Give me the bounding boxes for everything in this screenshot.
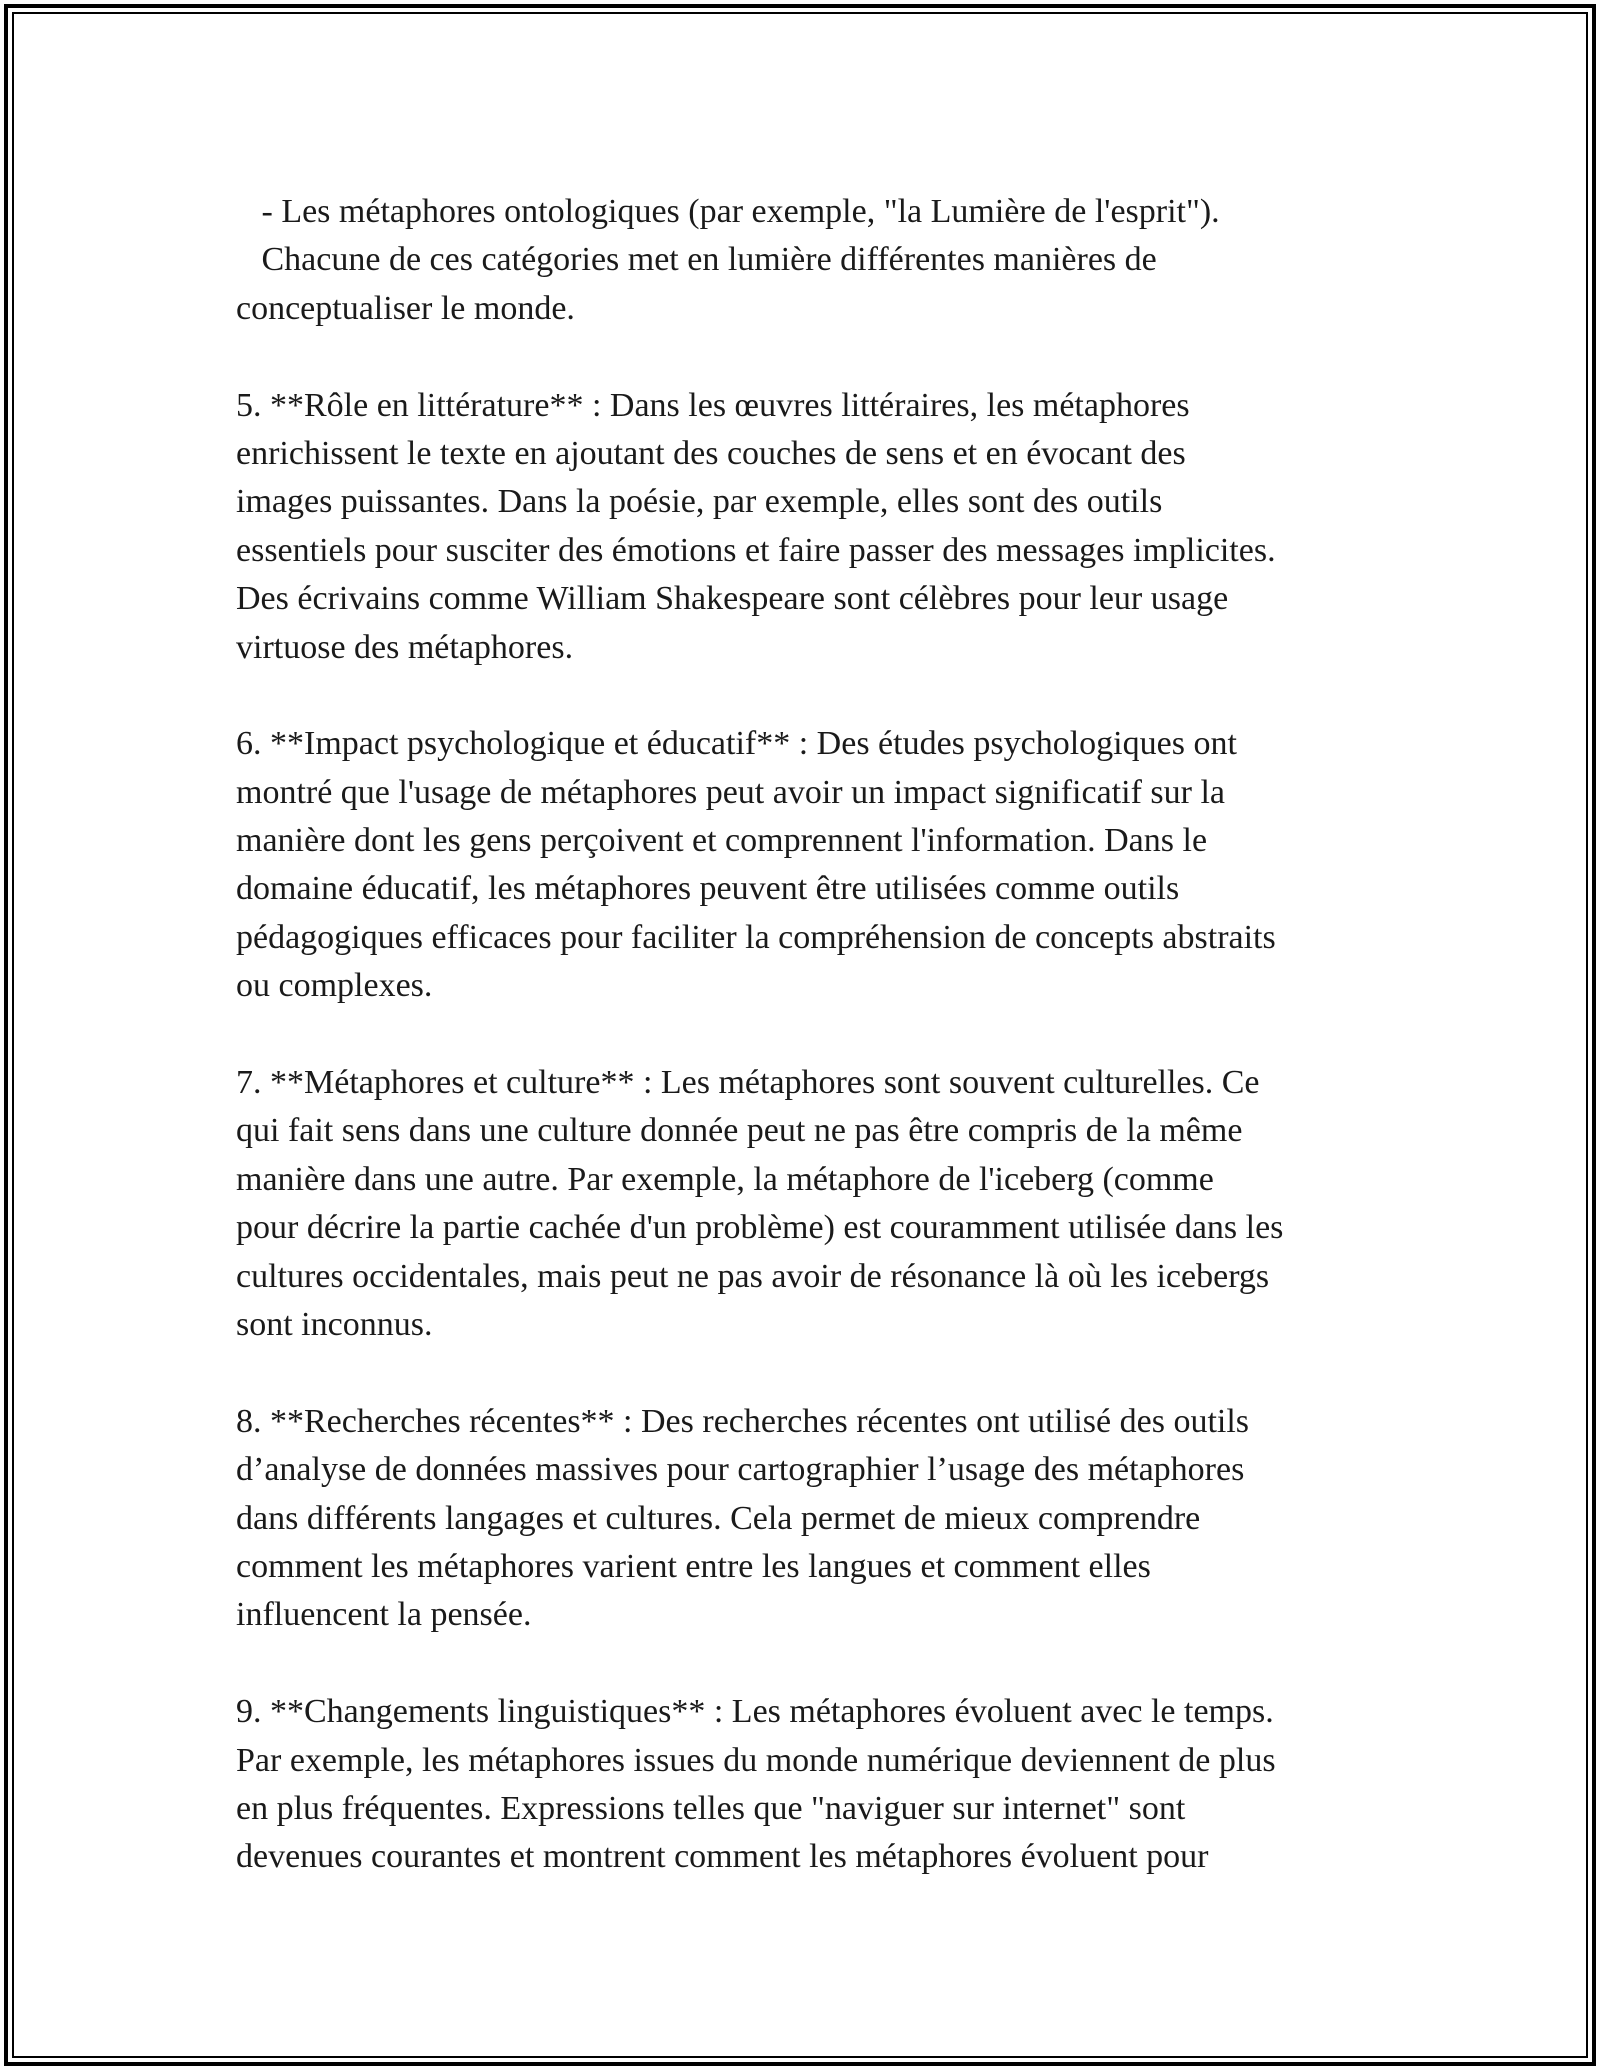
text-line: dans différents langages et cultures. Cela permet de mieux comprendre <box>236 1499 1201 1537</box>
text-line: 8. **Recherches récentes** : Des recherches récentes ont utilisé des outils <box>236 1402 1250 1440</box>
text-line: Chacune de ces catégories met en lumière différentes manières de <box>236 241 1157 279</box>
text-line: enrichissent le texte en ajoutant des couches de sens et en évocant des <box>236 434 1186 472</box>
text-line: montré que l'usage de métaphores peut avoir un impact significatif sur la <box>236 773 1225 811</box>
text-line: Des écrivains comme William Shakespeare sont célèbres pour leur usage <box>236 580 1229 618</box>
text-line: d’analyse de données massives pour cartographier l’usage des métaphores <box>236 1451 1245 1489</box>
paragraph-section-9 <box>236 1688 1386 1882</box>
text-line: conceptualiser le monde. <box>236 289 575 327</box>
paragraph-gap <box>236 333 1386 381</box>
text-line: pour décrire la partie cachée d'un problème) est couramment utilisée dans les <box>236 1209 1284 1247</box>
paragraph-section-8 <box>236 1398 1386 1640</box>
paragraph-section-6 <box>236 720 1386 1010</box>
text-line: devenues courantes et montrent comment les métaphores évoluent pour <box>236 1838 1209 1876</box>
text-line: ou complexes. <box>236 967 433 1005</box>
text-line: 9. **Changements linguistiques** : Les métaphores évoluent avec le temps. <box>236 1693 1274 1731</box>
paragraph-section-7 <box>236 1059 1386 1349</box>
text-line: qui fait sens dans une culture donnée peut ne pas être compris de la même <box>236 1112 1243 1150</box>
text-line: domaine éducatif, les métaphores peuvent être utilisées comme outils <box>236 870 1180 908</box>
text-line: virtuose des métaphores. <box>236 628 574 666</box>
text-line: manière dont les gens perçoivent et comprennent l'information. Dans le <box>236 822 1208 860</box>
text-line: comment les métaphores varient entre les langues et comment elles <box>236 1547 1151 1585</box>
document-body <box>236 188 1386 1882</box>
text-line: manière dans une autre. Par exemple, la métaphore de l'iceberg (comme <box>236 1160 1214 1198</box>
text-line: 6. **Impact psychologique et éducatif** : Des études psychologiques ont <box>236 725 1237 763</box>
paragraph-section-5 <box>236 382 1386 672</box>
text-line: 7. **Métaphores et culture** : Les métaphores sont souvent culturelles. Ce <box>236 1064 1260 1102</box>
text-line: cultures occidentales, mais peut ne pas avoir de résonance là où les icebergs <box>236 1257 1270 1295</box>
text-line: influencent la pensée. <box>236 1596 532 1634</box>
text-line: en plus fréquentes. Expressions telles que "naviguer sur internet" sont <box>236 1789 1186 1827</box>
text-line: sont inconnus. <box>236 1305 433 1343</box>
text-line: images puissantes. Dans la poésie, par exemple, elles sont des outils <box>236 483 1163 521</box>
paragraph-intro <box>236 188 1386 333</box>
text-line: - Les métaphores ontologiques (par exemple, "la Lumière de l'esprit"). <box>236 193 1220 230</box>
text-line: essentiels pour susciter des émotions et faire passer des messages implicites. <box>236 531 1276 569</box>
text-line: Par exemple, les métaphores issues du monde numérique deviennent de plus <box>236 1741 1276 1779</box>
text-line: 5. **Rôle en littérature** : Dans les œuvres littéraires, les métaphores <box>236 386 1190 424</box>
paragraph-gap <box>236 672 1386 720</box>
paragraph-gap <box>236 1640 1386 1688</box>
text-line: pédagogiques efficaces pour faciliter la compréhension de concepts abstraits <box>236 918 1276 956</box>
paragraph-gap <box>236 1349 1386 1397</box>
paragraph-gap <box>236 1011 1386 1059</box>
